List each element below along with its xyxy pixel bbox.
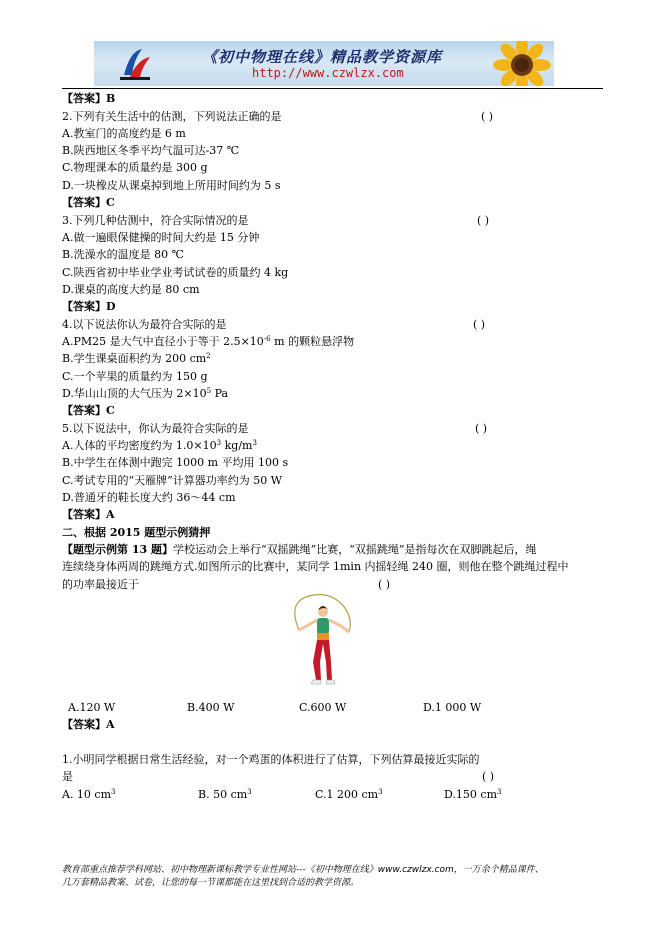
banner-title: 《初中物理在线》精品教学资源库	[202, 48, 443, 66]
egg-option-c: C.1 200 $cm^3$	[315, 788, 383, 801]
question-3: 3.下列几种估测中，符合实际情况的是	[62, 214, 249, 227]
answer-blank: ( )	[475, 422, 488, 435]
answer-3: 【答案】D	[62, 300, 116, 313]
answer-1: 【答案】B	[62, 92, 116, 105]
q4-option-c: C.一个苹果的质量约为 150 g	[62, 370, 208, 383]
q5-option-a: A.人体的平均密度约为 $1.0\times 10^3$ $kg/m^3$	[62, 439, 257, 452]
rope-skipping-girl-image	[283, 592, 363, 692]
q5-option-b: B.中学生在体测中跑完 1000 m 平均用 100 s	[62, 456, 289, 469]
footer-line-1: 教育部重点推荐学科网站、初中物理新课标教学专业性网站---《初中物理在线》www.czwlzx.com，一万余个精品课件、	[62, 865, 544, 875]
q4-option-d: D.华山山顶的大气压为 $2\times 10^5$ Pa	[62, 387, 229, 400]
example-option-a: A.120 W	[68, 701, 116, 714]
answer-blank: ( )	[378, 578, 391, 591]
section-heading: 二、根据 2015 题型示例猜押	[62, 526, 211, 539]
egg-option-d: D.150 $cm^3$	[444, 788, 502, 801]
answer-4: 【答案】C	[62, 404, 115, 417]
q3-option-a: A.做一遍眼保健操的时间大约是 15 分钟	[62, 231, 260, 244]
q2-option-d: D.一块橡皮从课桌掉到地上所用时间约为 5 s	[62, 179, 281, 192]
q3-option-b: B.洗澡水的温度是 80 ℃	[62, 248, 184, 261]
footer-line-2: 几万套精品教案、试卷，让您的每一节课都能在这里找到合适的教学资源。	[62, 878, 360, 888]
question-egg-line-1: 1.小明同学根据日常生活经验，对一个鸡蛋的体积进行了估算，下列估算最接近实际的	[62, 753, 480, 766]
answer-5: 【答案】A	[62, 508, 115, 521]
q2-option-c: C.物理课本的质量约是 300 g	[62, 161, 208, 174]
question-2: 2.下列有关生活中的估测，下列说法正确的是	[62, 110, 282, 123]
q3-option-d: D.课桌的高度大约是 80 cm	[62, 283, 200, 296]
example-line-2: 连续绕身体两周的跳绳方式.如图所示的比赛中，某同学 1min 内摇轻绳 240 圈，则他在整个跳绳过程中	[62, 560, 569, 573]
egg-option-b: B. 50 $cm^3$	[198, 788, 252, 801]
question-5: 5.以下说法中，你认为最符合实际的是	[62, 422, 249, 435]
example-option-c: C.600 W	[299, 701, 347, 714]
example-line-3: 的功率最接近于	[62, 578, 139, 591]
q3-option-c: C.陕西省初中毕业学业考试试卷的质量约 4 kg	[62, 266, 289, 279]
q4-option-b: B.学生课桌面积约为 200 $cm^2$	[62, 352, 211, 365]
answer-2: 【答案】C	[62, 196, 115, 209]
question-egg-line-2: 是	[62, 770, 73, 783]
sunflower-icon	[482, 41, 552, 86]
answer-blank: ( )	[473, 318, 486, 331]
answer-blank: ( )	[477, 214, 490, 227]
example-option-b: B.400 W	[187, 701, 235, 714]
header-banner	[94, 41, 554, 86]
answer-blank: ( )	[482, 770, 495, 783]
site-logo-icon	[116, 45, 154, 83]
example-option-d: D.1 000 W	[423, 701, 482, 714]
q2-option-a: A.教室门的高度约是 6 m	[62, 127, 186, 140]
question-4: 4.以下说法你认为最符合实际的是	[62, 318, 227, 331]
header-rule	[62, 88, 603, 89]
q5-option-c: C.考试专用的“天雁牌”计算器功率约为 50 W	[62, 474, 283, 487]
q4-option-a: A.PM25 是大气中直径小于等于 $2.5\times 10^{-6}$ m 的颗粒悬浮物	[62, 335, 355, 348]
q5-option-d: D.普通牙的鞋长度大约 36～44 cm	[62, 491, 236, 504]
q2-option-b: B.陕西地区冬季平均气温可达-37 ℃	[62, 144, 240, 157]
banner-url[interactable]: http://www.czwlzx.com	[252, 66, 404, 80]
example-line-1: 【题型示例第 13 题】学校运动会上举行“双摇跳绳”比赛，“双摇跳绳”是指每次在双脚跳起后，绳	[62, 543, 537, 556]
answer-6: 【答案】A	[62, 718, 115, 731]
answer-blank: ( )	[481, 110, 494, 123]
egg-option-a: A. 10 $cm^3$	[62, 788, 116, 801]
